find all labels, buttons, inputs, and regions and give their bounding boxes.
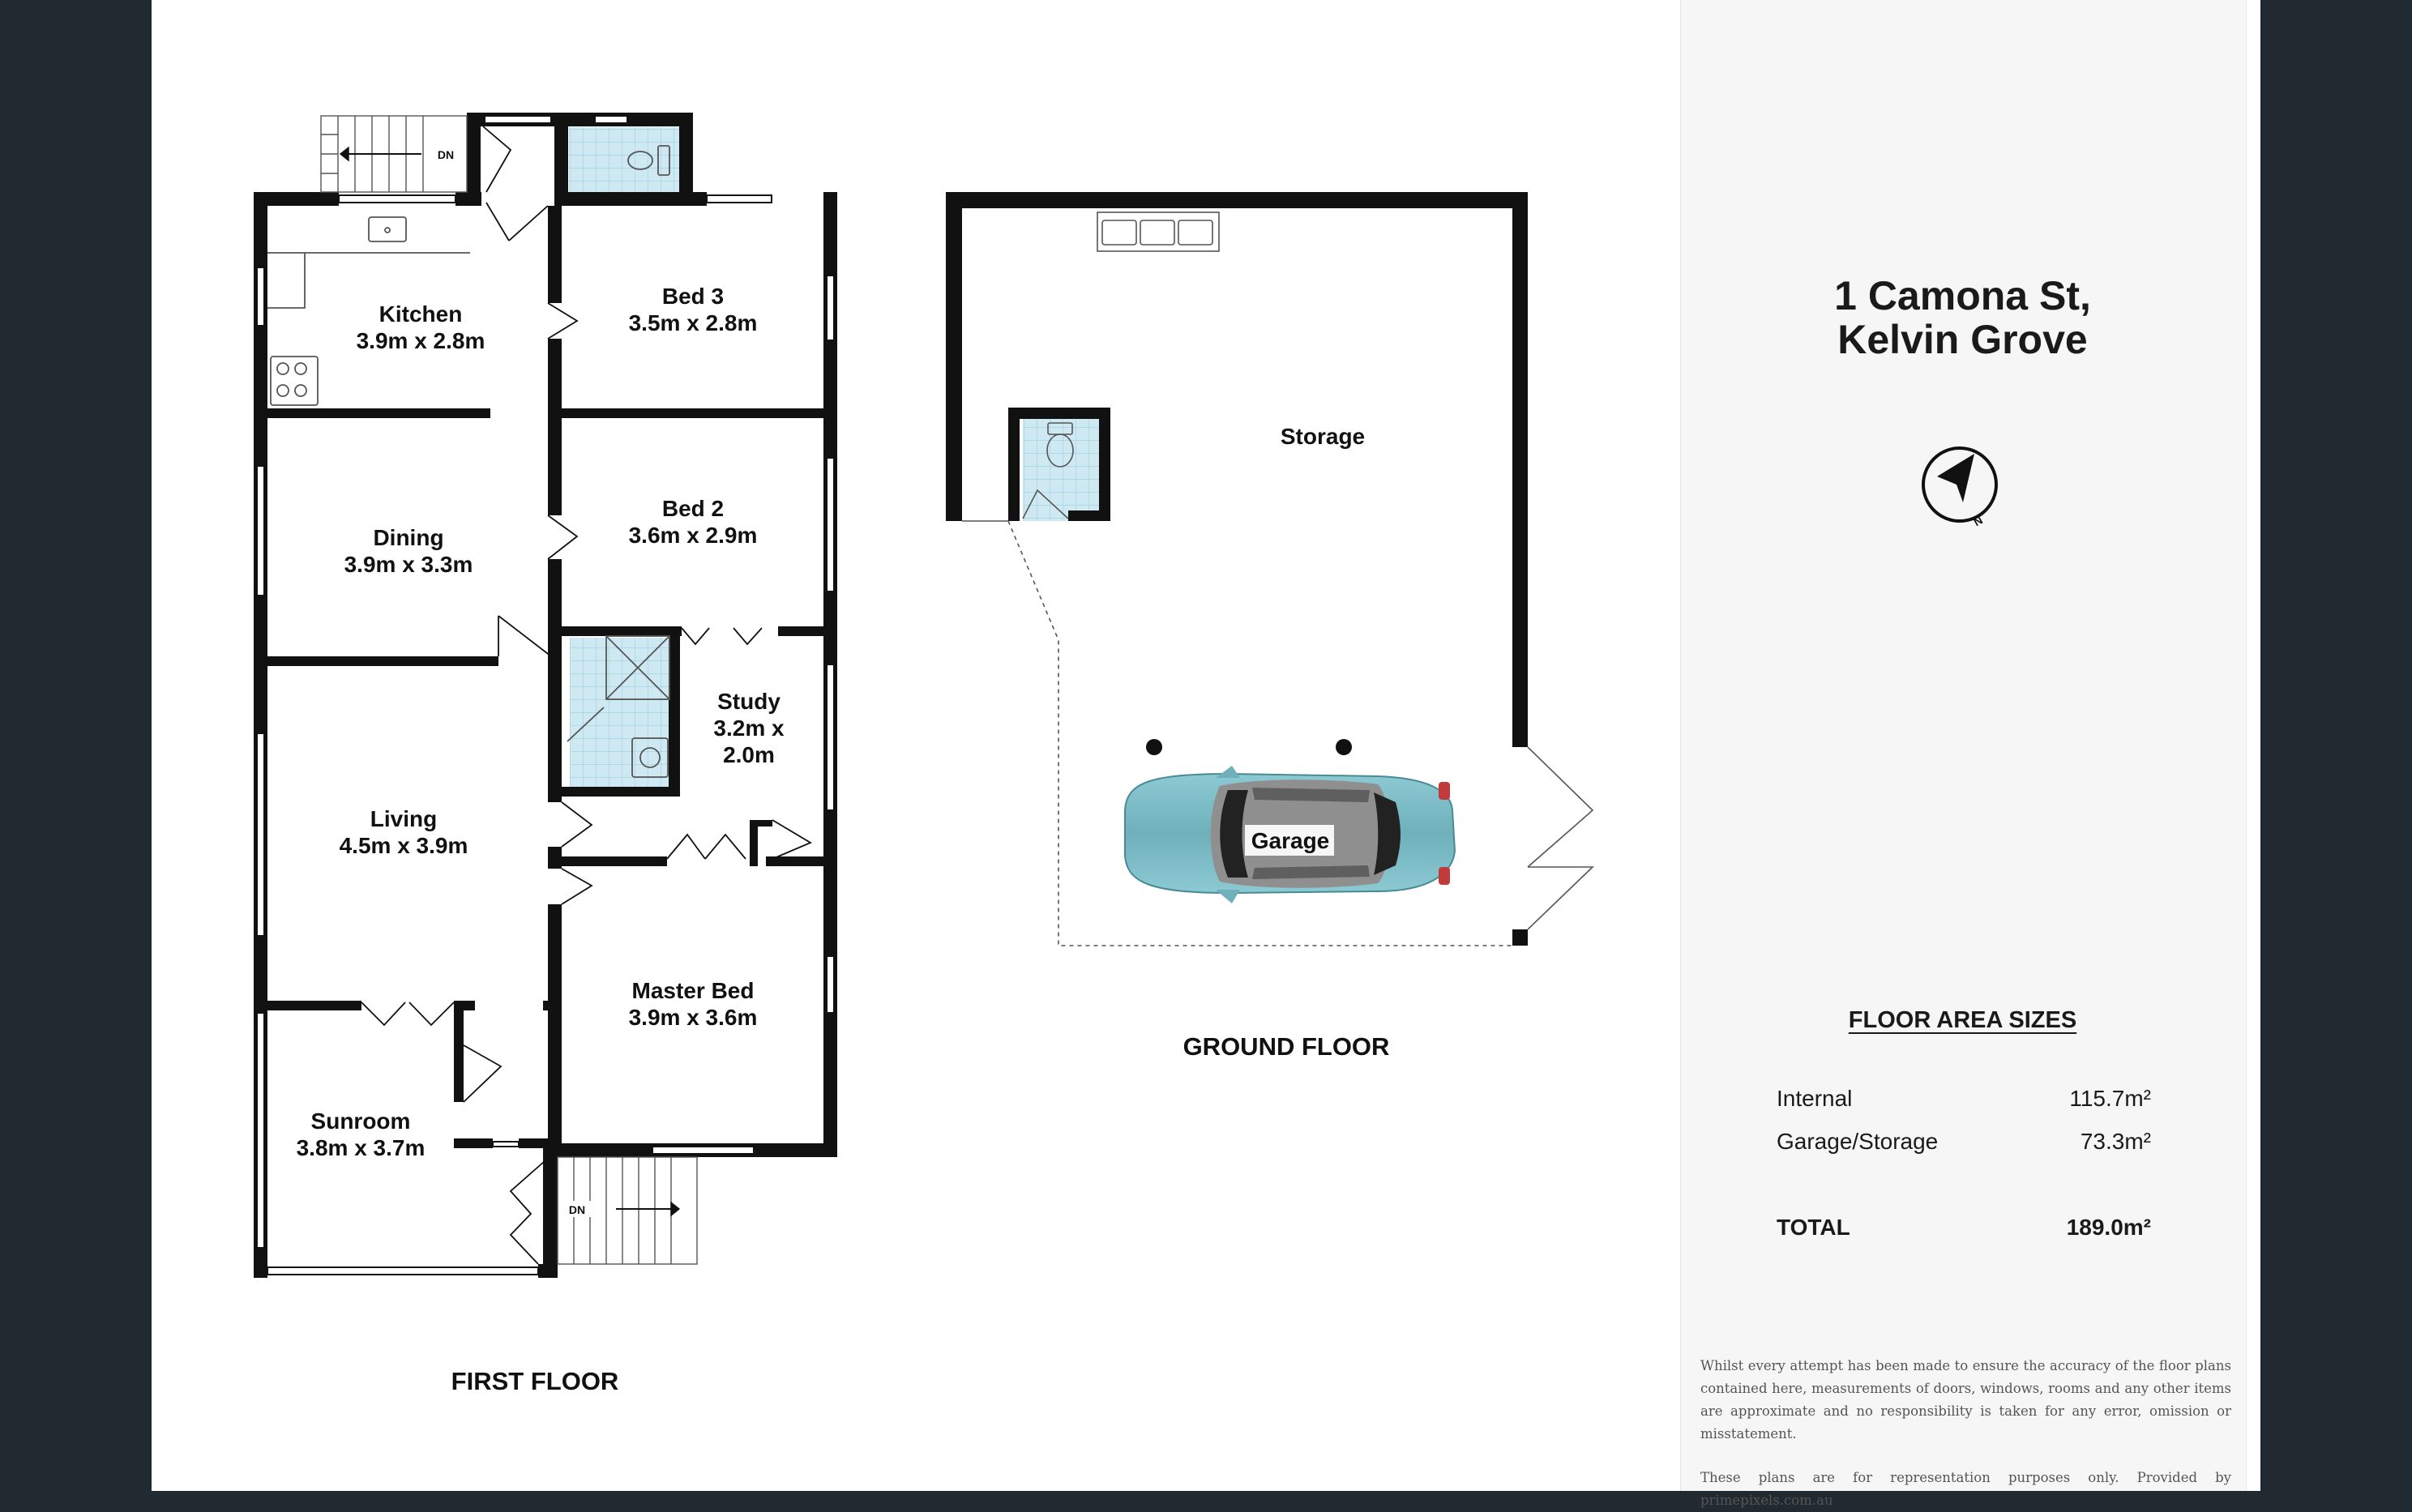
room-master-size: 3.9m x 3.6m — [628, 1005, 758, 1030]
room-bed3-size: 3.5m x 2.8m — [628, 310, 758, 335]
address-line-1: 1 Camona St, — [1834, 273, 2091, 318]
bottom-stairs-label: DN — [568, 1203, 586, 1216]
room-living-size: 4.5m x 3.9m — [339, 833, 468, 858]
area-label: Internal — [1777, 1086, 1853, 1111]
bathroom-tiles — [570, 638, 675, 788]
floor-area-heading: FLOOR AREA SIZES — [1848, 1007, 2077, 1033]
room-dining-name: Dining — [373, 525, 444, 550]
room-storage-name: Storage — [1280, 424, 1366, 449]
room-dining-size: 3.9m x 3.3m — [344, 552, 473, 577]
ground-floor-posts — [1146, 739, 1352, 755]
room-kitchen-size: 3.9m x 2.8m — [356, 328, 485, 353]
room-garage-name: Garage — [1251, 828, 1330, 853]
area-label: Garage/Storage — [1777, 1129, 1939, 1154]
ground-floor-label: GROUND FLOOR — [1182, 1032, 1390, 1061]
area-value: 115.7m² — [2069, 1086, 2151, 1111]
disclaimer-credit: These plans are for representation purposes only. Provided by primepixels.com.au — [1700, 1470, 2231, 1508]
room-sunroom-size: 3.8m x 3.7m — [296, 1135, 426, 1160]
room-living-name: Living — [370, 806, 438, 831]
north-arrow-icon — [1923, 448, 1996, 528]
top-stairs-label: DN — [437, 148, 455, 161]
first-floor-plan — [254, 113, 837, 1395]
address-line-2: Kelvin Grove — [1837, 317, 2088, 362]
room-sunroom-name: Sunroom — [310, 1108, 411, 1134]
room-kitchen-name: Kitchen — [378, 301, 463, 327]
compass-label: N — [1971, 513, 1985, 529]
total-value: 189.0m² — [2066, 1215, 2151, 1240]
room-bed3-name: Bed 3 — [661, 284, 725, 309]
property-address — [1680, 274, 2245, 361]
room-bed2-size: 3.6m x 2.9m — [628, 523, 758, 548]
room-master-name: Master Bed — [631, 978, 755, 1003]
total-label: TOTAL — [1777, 1215, 1850, 1240]
disclaimer-text: Whilst every attempt has been made to ensure the accuracy of the floor plans contained here, measurements of doors, windows, rooms and any other items are approximate and no responsibility is taken for any error, omission or misstatement. — [1700, 1358, 2231, 1442]
room-study-size-2: 2.0m — [723, 742, 775, 767]
ground-toilet-tiles — [1023, 417, 1106, 521]
room-study-name: Study — [717, 689, 780, 714]
area-value: 73.3m² — [2080, 1129, 2151, 1154]
room-study-size-1: 3.2m x — [713, 715, 785, 741]
first-floor-label: FIRST FLOOR — [451, 1367, 619, 1395]
disclaimer — [1700, 1355, 2231, 1512]
ground-floor-plan — [946, 192, 1593, 1061]
top-toilet-tiles — [569, 127, 681, 199]
room-bed2-name: Bed 2 — [661, 496, 725, 521]
